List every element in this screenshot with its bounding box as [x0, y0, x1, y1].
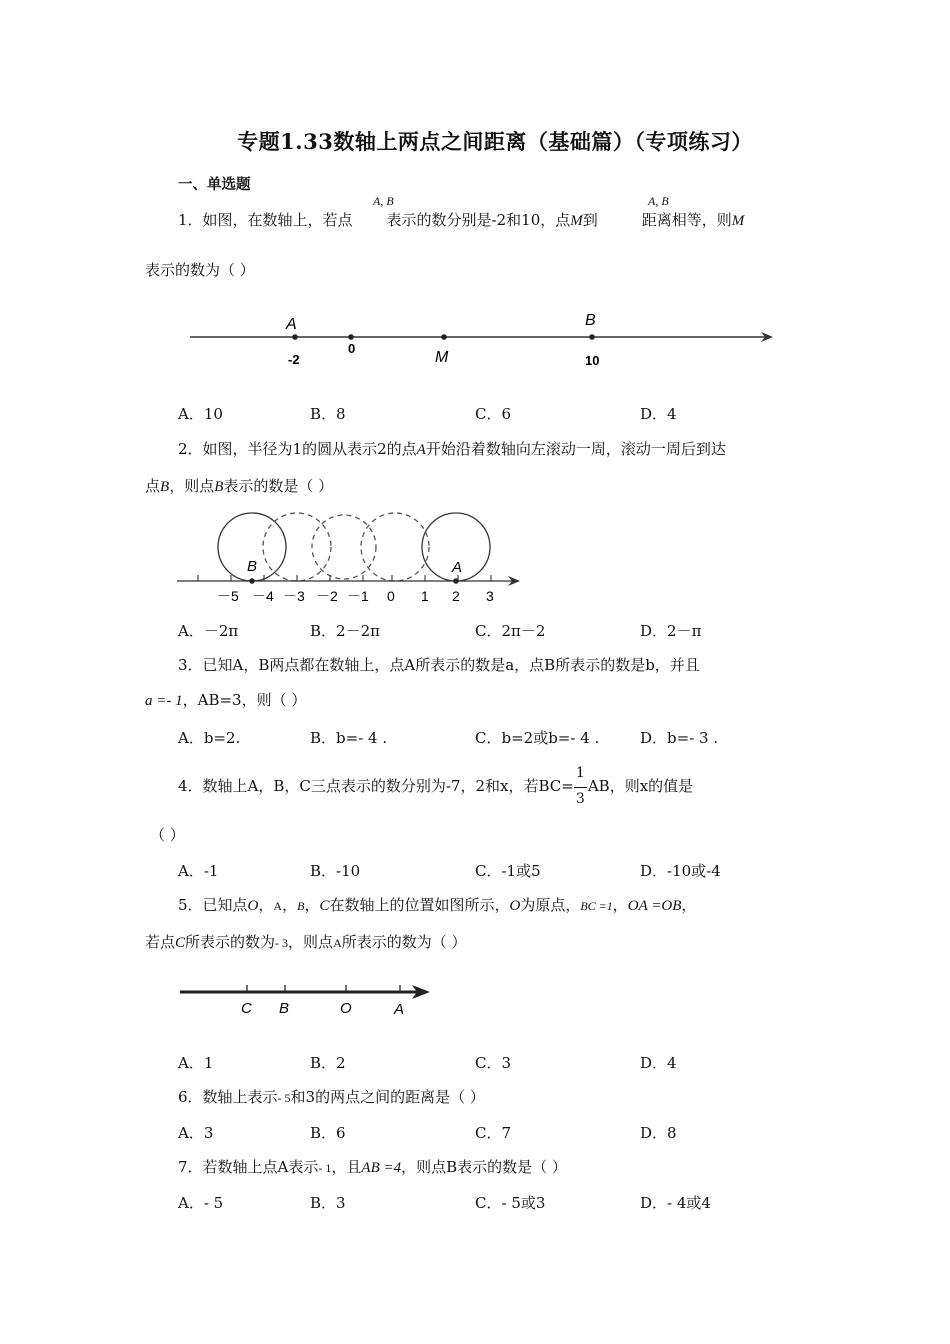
- q2-option-b: B．2－2π: [310, 622, 380, 640]
- q4-stem-line-2: （ ）: [150, 826, 185, 844]
- q7-option-b: B．3: [310, 1194, 346, 1212]
- q6-stem: 6．数轴上表示- 5和3的两点之间的距离是（ ）: [178, 1088, 485, 1106]
- q3-option-a: A．b=2.: [178, 729, 241, 747]
- section-heading: 一、单选题: [178, 176, 251, 193]
- q3-option-c: C．b=2或b=- 4 .: [475, 729, 600, 747]
- q2-dashed-circle-3: [361, 513, 429, 581]
- q6-option-a: A．3: [178, 1124, 214, 1142]
- q2-tick-label-minus1: －1: [347, 588, 369, 604]
- q1-stem-line-1: 1．如图，在数轴上，若点 表示的数分别是-2和10，点M到 距离相等，则M: [178, 211, 745, 229]
- q7-option-a: A．- 5: [178, 1194, 224, 1212]
- q3-stem-line-1: 3．已知A，B两点都在数轴上，点A所表示的数是a，点B所表示的数是b，并且: [178, 656, 700, 674]
- q1-point-b: [589, 334, 595, 340]
- q1-label-m: M: [435, 349, 449, 366]
- q1-option-a: A．10: [178, 405, 223, 423]
- q2-tick-label-2: 2: [452, 588, 460, 604]
- q2-tick-label-3: 3: [486, 588, 494, 604]
- q7-option-d: D．- 4或4: [640, 1194, 711, 1212]
- q2-point-b: [249, 578, 255, 584]
- q5-label-c: C: [241, 1000, 252, 1017]
- q1-stem-line-2: 表示的数为（ ）: [145, 261, 255, 279]
- q3-option-d: D．b=- 3 .: [640, 729, 719, 747]
- q1-number-line-figure: [185, 305, 785, 375]
- q1-tick-zero: 0: [348, 341, 356, 356]
- q6-option-d: D．8: [640, 1124, 677, 1142]
- q2-tick-label-1: 1: [421, 588, 429, 604]
- q1-point-zero: [348, 334, 354, 340]
- q6-option-c: C．7: [475, 1124, 512, 1142]
- q1-label-a: A: [286, 316, 297, 333]
- q5-option-a: A．1: [178, 1054, 214, 1072]
- q5-label-b: B: [279, 1000, 290, 1017]
- q2-dashed-circle-1: [263, 513, 331, 581]
- q2-label-b: B: [247, 558, 258, 575]
- q2-stem-line-1: 2．如图，半径为1的圆从表示2的点A开始沿着数轴向左滚动一周，滚动一周后到达: [178, 440, 726, 458]
- q5-option-c: C．3: [475, 1054, 512, 1072]
- q2-option-d: D．2－π: [640, 622, 702, 640]
- q3-stem-line-2: a =- 1，AB=3，则（ ）: [145, 691, 307, 709]
- q1-point-m: [441, 334, 447, 340]
- q1-option-b: B．8: [310, 405, 346, 423]
- q1-tick-minus2: -2: [288, 352, 300, 367]
- q2-label-a: A: [452, 559, 463, 576]
- q5-stem-line-1: 5．已知点O，A，B，C在数轴上的位置如图所示，O为原点，BC =1，OA =OB，: [178, 896, 697, 914]
- q1-option-c: C．6: [475, 405, 512, 423]
- q3-option-b: B．b=- 4 .: [310, 729, 388, 747]
- q5-label-a: A: [394, 1001, 405, 1018]
- q1-point-a: [292, 334, 298, 340]
- q4-stem-line-1: 4．数轴上A，B，C三点表示的数分别为-7，2和x，若BC= $\frac{1}{3}$ AB，则x的值是: [178, 765, 694, 807]
- q2-option-c: C．2π－2: [475, 622, 546, 640]
- q2-option-a: A．－2π: [178, 622, 239, 640]
- q7-option-c: C．- 5或3: [475, 1194, 546, 1212]
- q4-option-c: C．-1或5: [475, 862, 541, 880]
- q1-label-b: B: [585, 312, 596, 329]
- q1-option-d: D．4: [640, 405, 677, 423]
- q6-option-b: B．6: [310, 1124, 346, 1142]
- q5-option-d: D．4: [640, 1054, 677, 1072]
- q2-stem-line-2: 点B，则点B表示的数是（ ）: [145, 477, 334, 495]
- q1-ab-label-1: A, B: [373, 194, 394, 208]
- q2-point-a: [453, 578, 459, 584]
- q7-stem: 7．若数轴上点A表示- 1，且AB =4，则点B表示的数是（ ）: [178, 1158, 567, 1176]
- q2-tick-label-minus3: －3: [283, 588, 305, 604]
- q2-tick-label-0: 0: [387, 588, 395, 604]
- q5-stem-line-2: 若点C所表示的数为- 3，则点A所表示的数为（ ）: [145, 933, 467, 951]
- q1-ab-label-2: A, B: [648, 194, 669, 208]
- q2-dashed-circle-2: [312, 515, 376, 579]
- q4-option-b: B．-10: [310, 862, 361, 880]
- q5-option-b: B．2: [310, 1054, 346, 1072]
- q2-rolling-circle-figure: [175, 505, 525, 605]
- q4-option-a: A．-1: [178, 862, 219, 880]
- q4-option-d: D．-10或-4: [640, 862, 721, 880]
- q1-tick-ten: 10: [585, 353, 600, 368]
- q4-fraction: $\frac{1}{3}$: [574, 777, 588, 797]
- q5-label-o: O: [340, 1000, 352, 1017]
- q2-tick-label-minus2: －2: [316, 588, 338, 604]
- q5-number-line-figure: [178, 980, 438, 1025]
- q2-tick-label-minus5: －5: [217, 588, 239, 604]
- page-title: 专题1.33数轴上两点之间距离（基础篇）（专项练习）: [237, 129, 753, 154]
- q2-tick-label-minus4: －4: [252, 588, 274, 604]
